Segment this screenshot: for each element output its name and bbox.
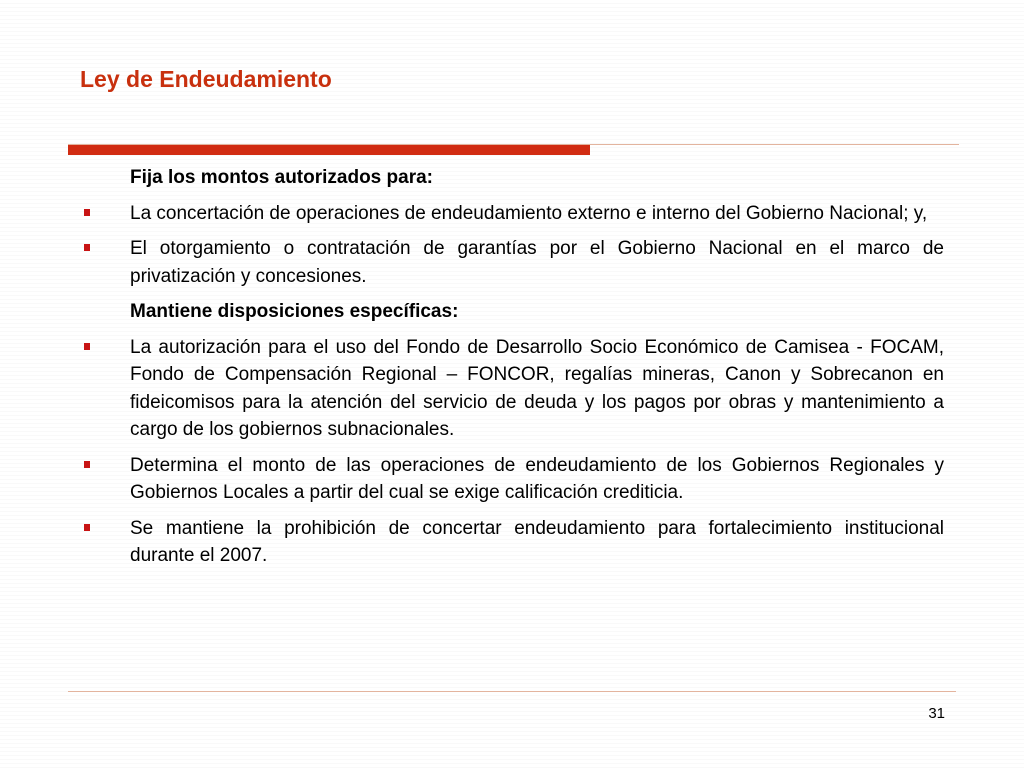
page-number: 31 [928,705,945,722]
bullet-text: El otorgamiento o contratación de garantías por el Gobierno Nacional en el marco de privatización y concesiones. [130,238,944,287]
bullet-text: La autorización para el uso del Fondo de Desarrollo Socio Económico de Camisea - FOCAM, Fondo de Compensación Regional – FONCOR, regalías mineras, Canon y Sobrecanon en fideicomisos para la atención del servicio de deuda y los pagos por obras y mantenimiento a cargo de los gobiernos subnacionales. [130,336,944,440]
square-bullet-icon [84,524,90,531]
square-bullet-icon [84,209,90,216]
section-heading-disposiciones: Mantiene disposiciones específicas: [130,301,459,322]
square-bullet-icon [84,461,90,468]
bullet-item-prohibicion [80,515,944,570]
header-accent-bar [68,145,590,155]
square-bullet-icon [84,244,90,251]
bullet-item-focam [80,334,944,444]
section-heading-montos: Fija los montos autorizados para: [130,167,433,188]
footer-rule [68,691,956,692]
square-bullet-icon [84,343,90,350]
bullet-item-garantias [80,235,944,290]
bullet-text: Determina el monto de las operaciones de endeudamiento de los Gobiernos Regionales y Gobiernos Locales a partir del cual se exige calificación crediticia. [130,454,944,503]
bullet-text: Se mantiene la prohibición de concertar endeudamiento para fortalecimiento institucional durante el 2007. [130,517,944,566]
slide-body [80,164,944,578]
slide-title: Ley de Endeudamiento [80,66,332,92]
bullet-item-calificacion [80,452,944,507]
bullet-item-concertacion [80,200,944,228]
bullet-text: La concertación de operaciones de endeudamiento externo e interno del Gobierno Nacional; y, [130,202,928,224]
